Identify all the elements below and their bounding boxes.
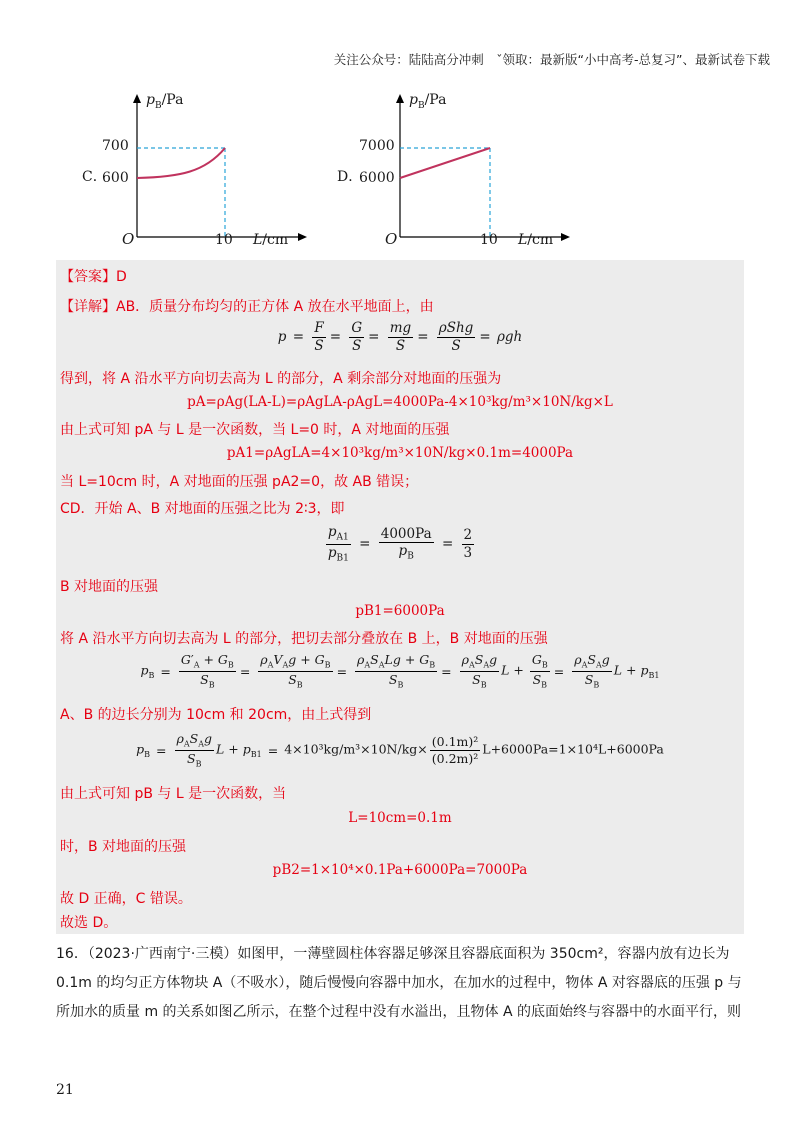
- line-d: [400, 148, 490, 178]
- text-line-6: 将 A 沿水平方向切去高为 L 的部分，把切去部分叠放在 B 上，B 对地面的压强: [60, 631, 548, 647]
- x-axis-arrow: [298, 233, 307, 241]
- y-axis-arrow: [396, 94, 404, 103]
- text-line-9: 时，B 对地面的压强: [60, 839, 187, 855]
- graph-d: [359, 90, 573, 264]
- y-tick-mid: 600: [102, 170, 129, 186]
- formula-pressure-definition: p = $\frac{F}{S}$ = $\frac{G}{S}$ = $\frac{mg}{S}$ = $\frac{\text{ρShg}}{S}$ = ρgh: [277, 320, 523, 354]
- text-line-10: 故 D 正确，C 错误。: [60, 891, 192, 907]
- formula-pB1: pB1=6000Pa: [355, 603, 445, 619]
- origin-label: O: [385, 230, 398, 248]
- ratio-rhs-num: 2: [463, 527, 473, 544]
- answer-box: [56, 260, 744, 934]
- f7-tail: L+6000Pa=1×10⁴L+6000Pa: [482, 741, 664, 757]
- formula-pB-chain: $p_B$ = $\frac{G'_A + G_B}{S_B}$ = $\frac{\rho_AV_Ag + G_B}{S_B}$ = $\frac{\rho_AS_ALg + G_B}{S_B}$ = $\frac{\rho_AS_Ag}{S_B}$ L + $\frac{G_B}{S_B}$ = $\frac{\rho_AS_Ag}{S_B}$ $L + p_{B1}$: [140, 652, 660, 689]
- x-axis-arrow: [561, 233, 570, 241]
- graph-c: [102, 90, 310, 264]
- y-tick-top: 7000: [359, 138, 395, 154]
- text-line-1: 得到，将 A 沿水平方向切去高为 L 的部分，A 剩余部分对地面的压强为: [60, 371, 502, 387]
- question-16-line-1: 16．（2023·广西南宁·三模）如图甲，一薄壁圆柱体容器足够深且容器底面积为 350cm²，容器内放有边长为: [56, 946, 730, 962]
- text-line-7: A、B 的边长分别为 10cm 和 20cm，由上式得到: [60, 707, 372, 723]
- x-axis-label: L/cm: [518, 232, 554, 248]
- page-header: 关注公众号：陆陆高分冲刺 ˇ领取：最新版“小中高考-总复习”、最新试卷下载: [333, 52, 770, 67]
- formula-L-value: L=10cm=0.1m: [348, 810, 452, 826]
- origin-label: O: [122, 230, 135, 248]
- text-line-3: 当 L=10cm 时，A 对地面的压强 pA2=0，故 AB 错误；: [60, 474, 419, 490]
- option-c-label: C．: [82, 169, 107, 185]
- f7-den: (0.2m)²: [431, 750, 479, 766]
- text-line-4: CD．开始 A、B 对地面的压强之比为 2∶3，即: [60, 501, 345, 517]
- question-16-line-3: 所加水的质量 m 的关系如图乙所示，在整个过程中没有水溢出，且物体 A 的底面始终与容器中的水面平行，则: [56, 1004, 742, 1020]
- answer-label: 【答案】D: [60, 269, 127, 285]
- ratio-mid-num: 4000Pa: [380, 525, 432, 542]
- x-axis-label: L/cm: [253, 232, 289, 248]
- question-16-line-2: 0.1m 的均匀正方体物块 A（不吸水），随后慢慢向容器中加水，在加水的过程中，物体 A 对容器底的压强 p 与: [56, 975, 742, 991]
- formula-ratio: $\frac{p_{A1}}{p_{B1}}$ = $\frac{4000Pa}{p_B}$ = $\frac{2}{3}$: [327, 524, 473, 564]
- formula-pA: pA=ρAg(LA-L)=ρAgLA-ρAgL=4000Pa-4×10³kg/m³×10N/kg×L: [187, 394, 613, 410]
- text-line-5: B 对地面的压强: [60, 579, 159, 595]
- formula-pB2: pB2=1×10⁴×0.1Pa+6000Pa=7000Pa: [272, 862, 528, 878]
- option-d-label: D．: [337, 169, 363, 185]
- f7-num: (0.1m)²: [431, 733, 479, 749]
- formula-pB-numeric: $p_B$ = $\frac{\rho_AS_Ag}{S_B}$ $L + p_{B1} = 4\times 10^3kg/m^3\times 10N/kg\times$ $\frac{\text{(0.1m)²}}{\text{(0.2m)²}}$ L+6000Pa=1×10⁴L+6000Pa: [136, 731, 664, 768]
- x-tick-10: 10: [215, 232, 233, 248]
- page-number: 21: [56, 1082, 74, 1098]
- formula-pA1: pA1=ρAgLA=4×10³kg/m³×10N/kg×0.1m=4000Pa: [226, 445, 574, 461]
- y-tick-top: 700: [102, 138, 129, 154]
- y-axis-label: $p_B/Pa$: [146, 92, 184, 111]
- f7-const: 4×10³kg/m³×10N/kg×: [284, 741, 428, 757]
- final-answer: 故选 D。: [60, 915, 118, 931]
- y-axis-label: $p_B/Pa$: [409, 92, 447, 111]
- ratio-rhs-den: 3: [463, 544, 473, 561]
- x-tick-10: 10: [480, 232, 498, 248]
- text-line-8: 由上式可知 pB 与 L 是一次函数，当: [60, 786, 287, 802]
- y-tick-mid: 6000: [359, 170, 395, 186]
- y-axis-arrow: [133, 94, 141, 103]
- curve-c: [137, 148, 225, 178]
- text-line-2: 由上式可知 pA 与 L 是一次函数，当 L=0 时，A 对地面的压强: [60, 422, 450, 438]
- detail-heading: 【详解】AB．质量分布均匀的正方体 A 放在水平地面上，由: [60, 299, 434, 315]
